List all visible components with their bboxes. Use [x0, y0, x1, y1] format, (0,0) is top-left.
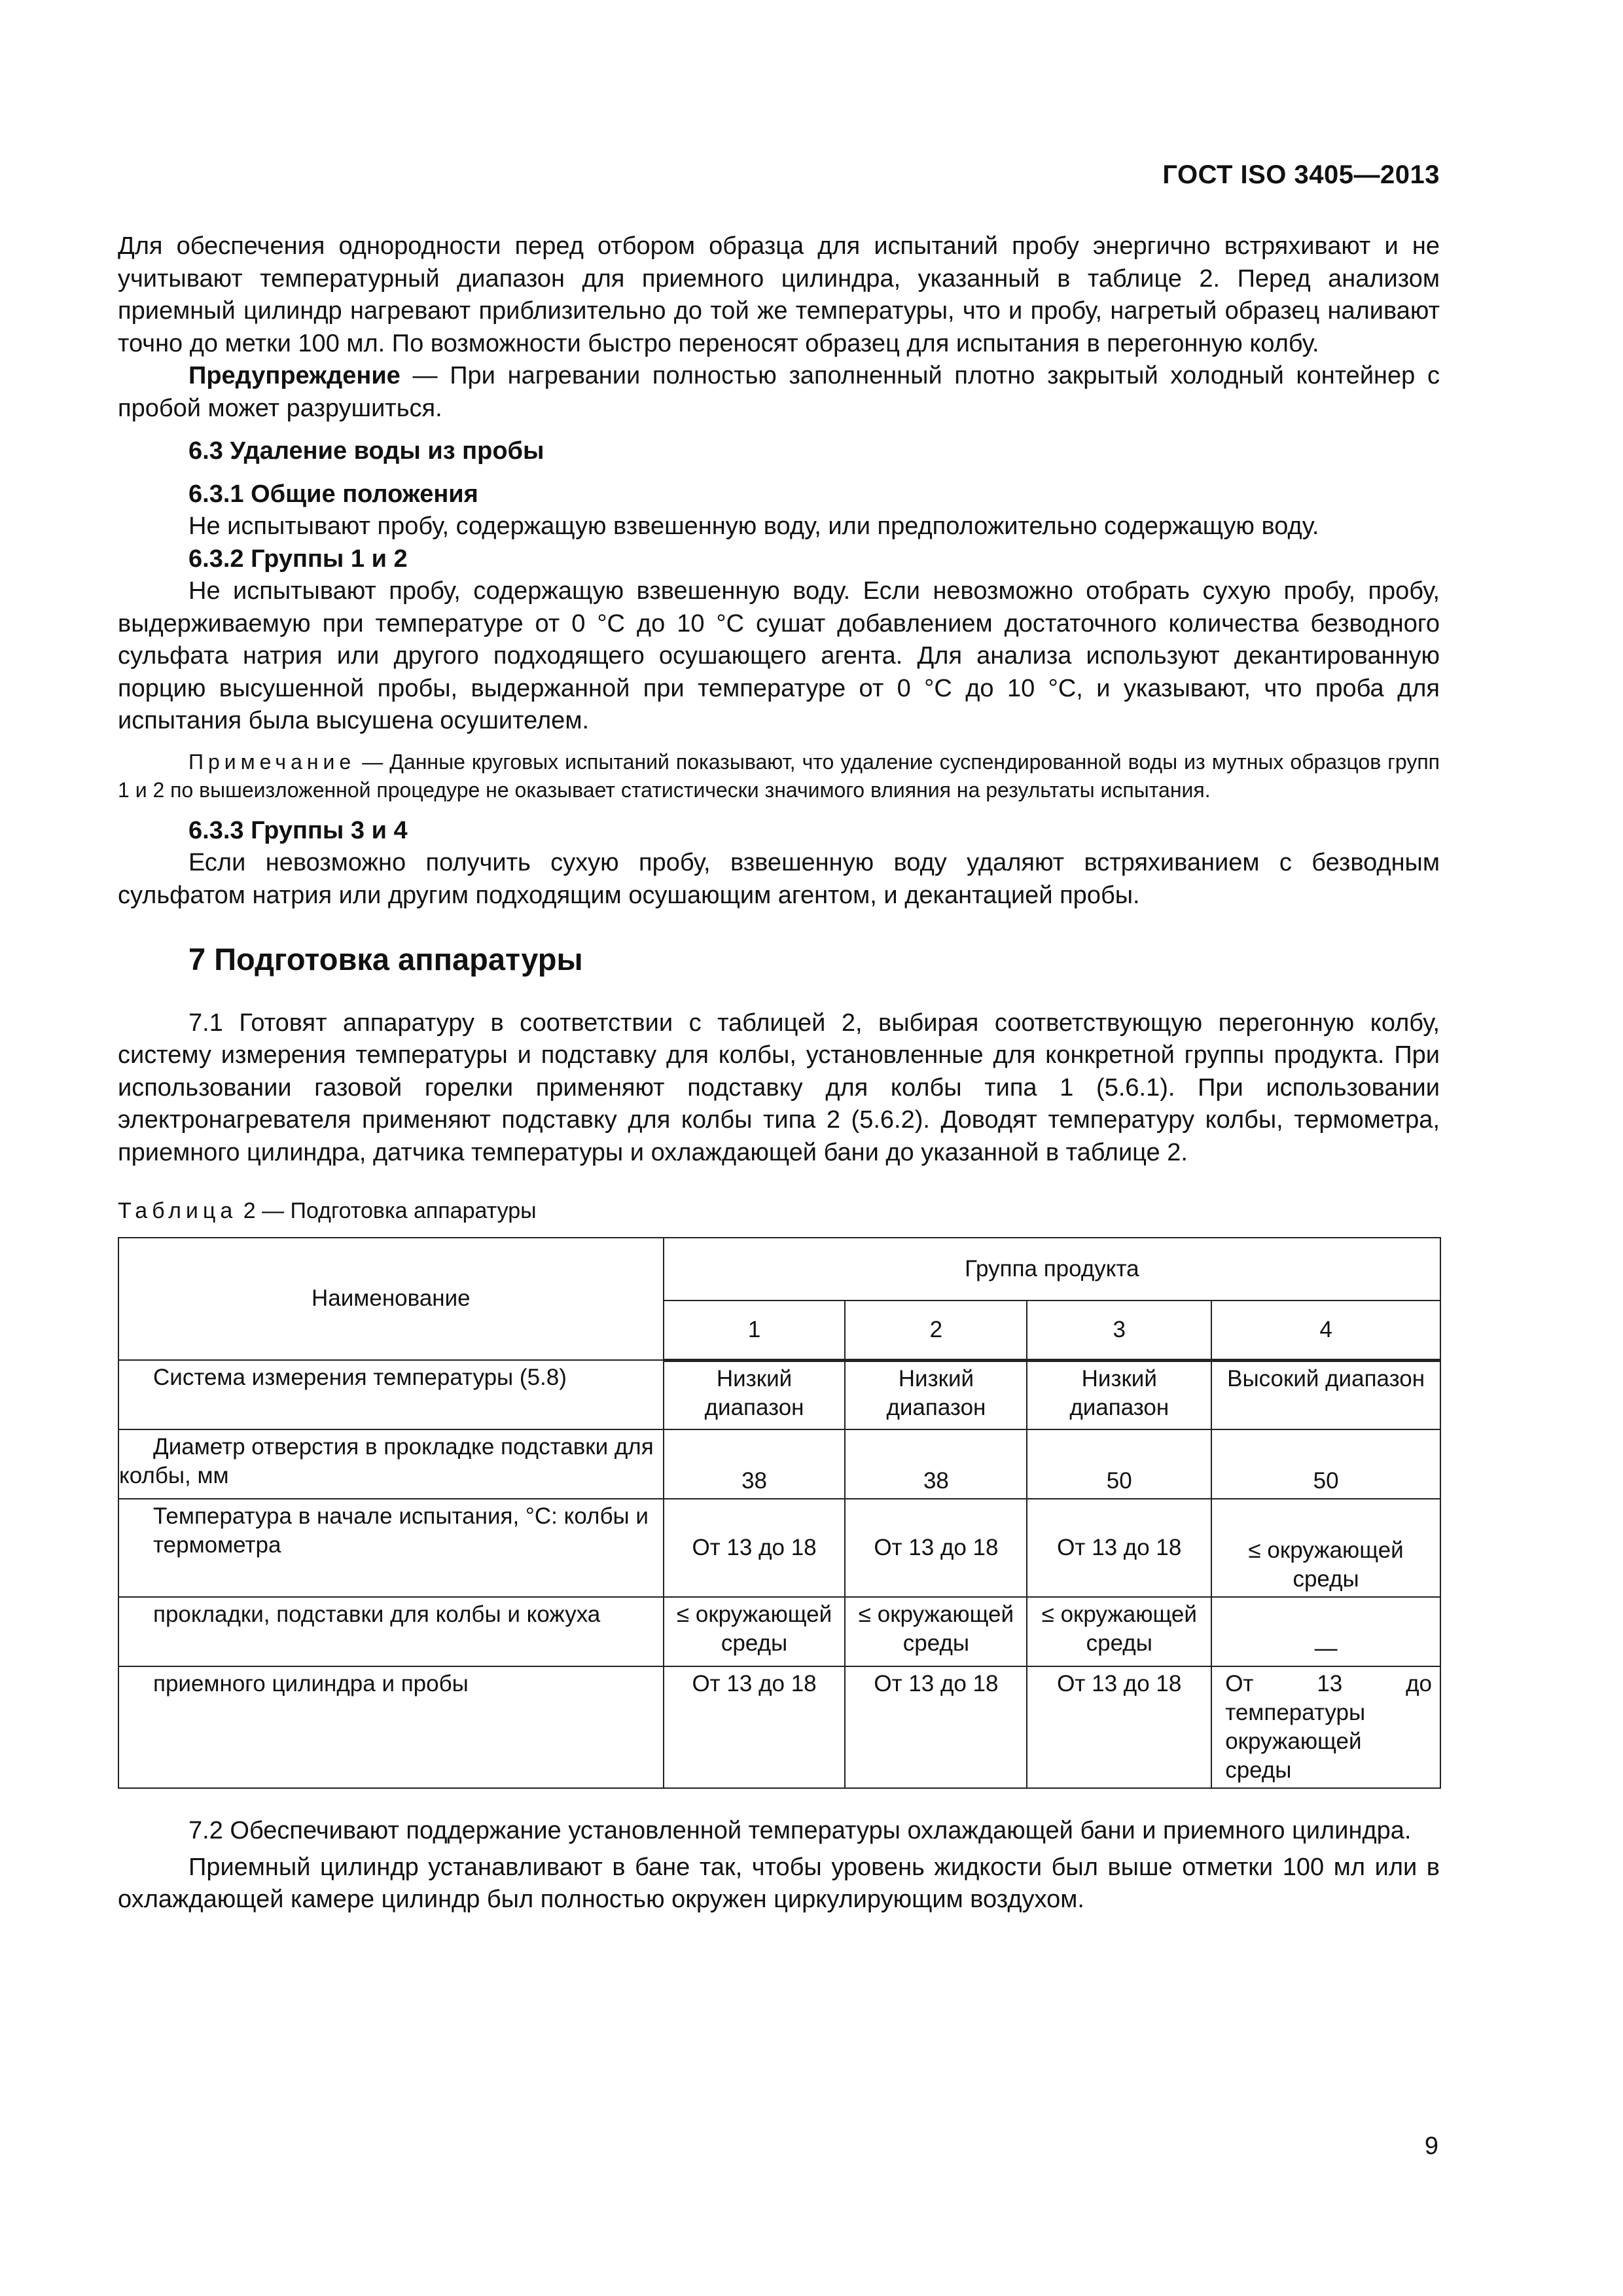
row-name: Система измерения температуры (5.8)	[118, 1360, 664, 1429]
section-6-3-3-text: Если невозможно получить сухую пробу, взвешенную воду удаляют встряхиванием с безводным сульфатом натрия или другим подходящим осушающим агентом, и декантацией пробы.	[118, 849, 1440, 909]
header-group-1: 1	[664, 1300, 846, 1361]
cell-value: 38	[664, 1429, 846, 1499]
section-6-3-1-title: 6.3.1 Общие положения	[188, 480, 478, 508]
table-caption-text: 2 — Подготовка аппаратуры	[237, 1198, 537, 1223]
header-group-4: 4	[1211, 1300, 1440, 1361]
cell-value: От 13 до 18	[664, 1666, 846, 1788]
section-6-3-2-title: 6.3.2 Группы 1 и 2	[188, 545, 408, 573]
table-row	[118, 1360, 1440, 1429]
section-6-3-3-title: 6.3.3 Группы 3 и 4	[188, 816, 408, 844]
cell-value: Низкий диапазон	[845, 1360, 1027, 1429]
paragraph-7-2: 7.2 Обеспечивают поддержание установленной температуры охлаждающей бани и приемного цилиндра.	[188, 1817, 1412, 1844]
paragraph-7-1: 7.1 Готовят аппаратуру в соответствии с таблицей 2, выбирая соответствующую перегонную колбу, систему измерения температуры и подставку для колбы, установленные для конкретной группы продукта. При использовании газовой горелки применяют подставку для колбы типа 1 (5.6.1). При использовании электронагревателя применяют подставку для колбы типа 2 (5.6.2). Доводят температуру колбы, термометра, приемного цилиндра, датчика температуры и охлаждающей бани до указанной в таблице 2.	[118, 1009, 1440, 1166]
header-product-group: Группа продукта	[664, 1238, 1440, 1300]
apparatus-preparation-table	[118, 1237, 1441, 1789]
header-group-3: 3	[1027, 1300, 1211, 1361]
table-row	[118, 1499, 1440, 1597]
table-caption	[118, 1195, 1440, 1228]
cell-value: ≤ окружающей среды	[664, 1597, 846, 1666]
cell-value: —	[1211, 1597, 1440, 1666]
cell-value: От 13 до 18	[1027, 1666, 1211, 1788]
section-6-3-1-text: Не испытывают пробу, содержащую взвешенную воду, или предположительно содержащую воду.	[188, 512, 1319, 540]
row-name: Температура в начале испытания, °С: колбы и термометра	[118, 1499, 664, 1597]
note-text: — Данные круговых испытаний показывают, что удаление суспендированной воды из мутных образцов групп 1 и 2 по вышеизложенной процедуре не оказывает статистически значимого влияния на результаты испытания.	[118, 749, 1440, 802]
intro-paragraph: Для обеспечения однородности перед отбором образца для испытаний пробу энергично встряхивают и не учитывают температурный диапазон для приемного цилиндра, указанный в таблице 2. Перед анализом приемный цилиндр нагревают приблизительно до той же температуры, что и пробу, нагретый образец наливают точно до метки 100 мл. По возможности быстро переносят образец для испытания в перегонную колбу.	[118, 232, 1440, 357]
cell-value: ≤ окружающей среды	[1211, 1499, 1440, 1597]
cell-value: От 13 до 18	[845, 1499, 1027, 1597]
cell-value: ≤ окружающей среды	[845, 1597, 1027, 1666]
cell-value: 38	[845, 1429, 1027, 1499]
cell-value: От 13 до 18	[664, 1499, 846, 1597]
document-header: ГОСТ ISO 3405—2013	[1162, 160, 1440, 189]
header-group-2: 2	[845, 1300, 1027, 1361]
cell-value: 50	[1027, 1429, 1211, 1499]
note-paragraph	[118, 748, 1440, 804]
note-label: Примечание	[188, 749, 356, 774]
section-6-3-2-text: Не испытывают пробу, содержащую взвешенную воду. Если невозможно отобрать сухую пробу, пробу, выдерживаемую при температуре от 0 °С до 10 °С сушат добавлением достаточного количества безводного сульфата натрия или другого подходящего осушающего агента. Для анализа используют декантированную порцию высушенной пробы, выдержанной при температуре от 0 °С до 10 °С, и указывают, что проба для испытания была высушена осушителем.	[118, 577, 1440, 734]
cell-value: 50	[1211, 1429, 1440, 1499]
table-header-row	[118, 1238, 1440, 1300]
header-name: Наименование	[118, 1238, 664, 1361]
section-7-title: 7 Подготовка аппаратуры	[188, 942, 583, 977]
table-row	[118, 1429, 1440, 1499]
section-6-3-title: 6.3 Удаление воды из пробы	[188, 437, 544, 465]
table-row	[118, 1666, 1440, 1788]
cell-value: От 13 до 18	[1027, 1499, 1211, 1597]
table-caption-label: Таблица	[118, 1198, 238, 1223]
table-row	[118, 1597, 1440, 1666]
document-body	[118, 230, 1440, 1916]
warning-paragraph	[118, 360, 1440, 425]
row-name: прокладки, подставки для колбы и кожуха	[118, 1597, 664, 1666]
cell-value: Низкий диапазон	[664, 1360, 846, 1429]
warning-label: Предупреждение	[188, 362, 401, 389]
row-name	[118, 1429, 664, 1499]
page-number: 9	[1424, 2132, 1438, 2160]
paragraph-7-2-cylinder: Приемный цилиндр устанавливают в бане так, чтобы уровень жидкости был выше отметки 100 мл или в охлаждающей камере цилиндр был полностью окружен циркулирующим воздухом.	[118, 1853, 1440, 1913]
warning-text: — При нагревании полностью заполненный плотно закрытый холодный контейнер с пробой может разрушиться.	[118, 362, 1440, 422]
row-name: приемного цилиндра и пробы	[118, 1666, 664, 1788]
cell-value: От 13 до 18	[845, 1666, 1027, 1788]
cell-value: ≤ окружающей среды	[1027, 1597, 1211, 1666]
cell-value: Низкий диапазон	[1027, 1360, 1211, 1429]
row-name-text: Диаметр отверстия в прокладке подставки для колбы, мм	[119, 1434, 654, 1488]
cell-value: От 13 до температуры окружающей среды	[1211, 1666, 1440, 1788]
cell-value: Высокий диапазон	[1211, 1360, 1440, 1429]
